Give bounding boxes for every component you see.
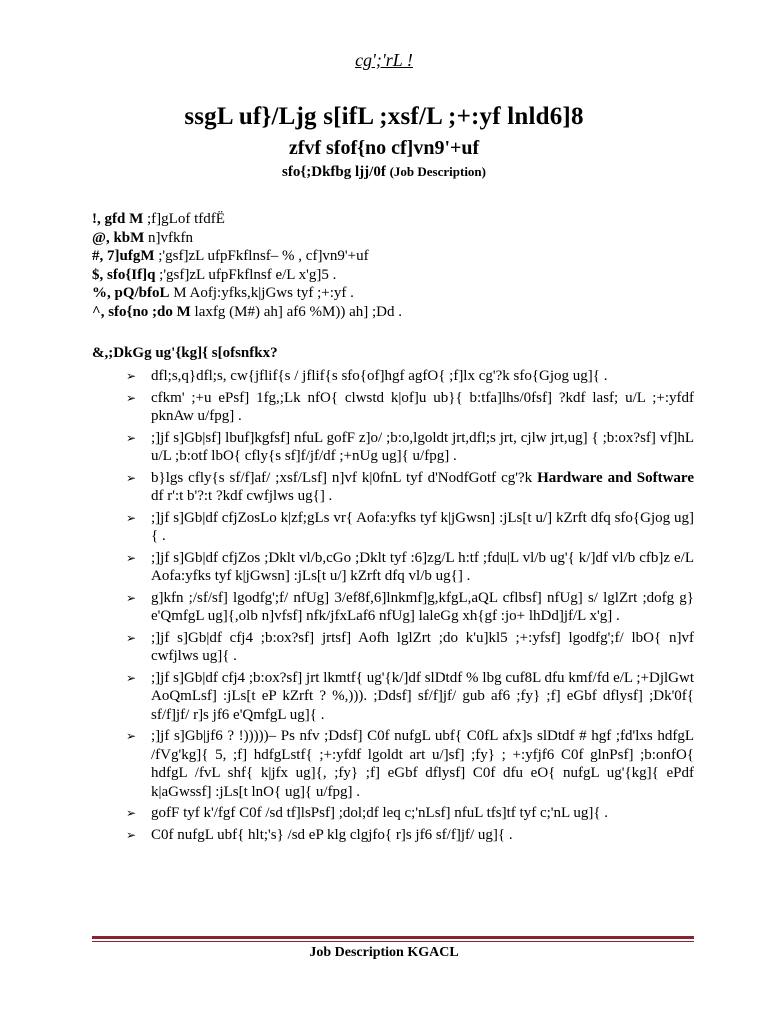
duty-text: g]kfn ;/sf/sf] lgodfg';f/ nfUg] 3/ef8f,6]lnkmf]g,kfgL,aQL cflbsf] nfUg] s/ lglZrt ;dofg g} e'QmfgL ug]{,olb n]vfsf] nfk/jfxLaf6 nfUg] laleGg xh{gf :jo+ lhDd]jf/L x'g] . bbox=[151, 589, 694, 624]
arrow-bullet-icon: ➢ bbox=[126, 729, 137, 743]
duty-text: ;]jf s]Gb|df cfj4 ;b:ox?sf] jrtsf] Aofh lglZrt ;do k'u]kl5 ;+:yfsf] lgodfg';f/ lbO{ n]vf cwfjlws ug]{ . bbox=[151, 629, 694, 664]
info-label: ^, sfo{no ;do M bbox=[92, 303, 191, 320]
list-item bbox=[124, 669, 694, 725]
info-value: ;'gsf]zL ufpFkflnsf– % , cf]vn9'+uf bbox=[154, 248, 369, 264]
info-value: laxfg (M#) ah] af6 %M)) ah] ;Dd . bbox=[190, 303, 402, 320]
arrow-bullet-icon: ➢ bbox=[126, 630, 137, 645]
duty-text: ;]jf s]Gb|df cfjZos ;Dklt vl/b,cGo ;Dklt tyf :6]zg/L h:tf ;fdu|L vl/b ug'{ k/]df vl/b cfb]z e/L Aofa:yfks tyf k|jGwsn] :jLs[t u/] kZrft dfq vl/b ug{] . bbox=[151, 549, 694, 584]
info-row bbox=[92, 229, 712, 248]
arrow-bullet-icon: ➢ bbox=[126, 510, 137, 525]
list-item bbox=[124, 826, 694, 845]
info-label: #, 7]ufgM bbox=[92, 248, 155, 264]
duty-text: dfl;s,q}dfl;s, cw{jflif{s / jflif{s sfo{of]hgf agfO{ ;f]lx cg'?k sfo{Gjog ug]{ . bbox=[151, 368, 608, 384]
duty-text: gofF tyf k'/fgf C0f /sd tf]lsPsf] ;dol;df leq c;'nLsf] nfuL tfs]tf tyf c;'nL ug]{ . bbox=[151, 805, 609, 821]
list-item bbox=[124, 804, 694, 823]
list-item bbox=[124, 429, 694, 466]
arrow-bullet-icon: ➢ bbox=[126, 827, 137, 842]
duty-bold-text: Hardware and Software bbox=[537, 469, 694, 486]
info-row bbox=[92, 303, 712, 322]
duty-text-rest: df r':t b'?:t ?kdf cwfjlws ug{] . bbox=[151, 488, 333, 504]
duty-text: cfkm' ;+u ePsf] 1fg,;Lk nfO{ clwstd k|of]u ub}{ b:tfa]lhs/0fsf] ?kdf lasf; u/L ;+:yfdf pknAw u/fpg] . bbox=[151, 389, 694, 424]
arrow-bullet-icon: ➢ bbox=[126, 670, 137, 685]
list-item bbox=[124, 509, 694, 546]
arrow-bullet-icon: ➢ bbox=[126, 369, 137, 383]
info-row bbox=[92, 247, 712, 266]
header-link[interactable]: cg';'rL ! bbox=[355, 50, 413, 70]
list-item bbox=[124, 389, 694, 426]
info-label: @, kbM bbox=[92, 229, 145, 246]
duty-text: C0f nufgL ubf{ hlt;'s} /sd eP klg clgjfo{ r]s jf6 sf/f]jf/ ug]{ . bbox=[151, 826, 513, 843]
info-row bbox=[92, 266, 712, 285]
document-subtitle-2 bbox=[0, 164, 768, 181]
footer-divider bbox=[92, 936, 694, 939]
list-item bbox=[124, 629, 694, 666]
subtitle-2-paren: (Job Description) bbox=[389, 164, 486, 179]
footer-divider-thin bbox=[92, 941, 694, 942]
list-item bbox=[124, 727, 694, 801]
duty-text: ;]jf s]Gb|df cfj4 ;b:ox?sf] jrt lkmtf{ ug'{k/]df slDtdf % lbg cuf8L dfu kmf/fd e/L ;+DjlGwt AoQmLsf] :jLs[t eP kZrft ? %,))). ;Ddsf] sf/f]jf/ gub af6 ;fy} ;f] eGbf dflysf] ;Dk'0f{ sf/f]jf/ r]s jf6 e'QmfgL ug]{ . bbox=[151, 669, 694, 723]
duty-text: ;]jf s]Gb|sf] lbuf]kgfsf] nfuL gofF z]o/ ;b:o,lgoldt jrt,dfl;s jrt, cjlw jrt,ug] { ;b:ox?sf] vf]hL u/L ;b:otf lbO{ cfly{s sf]f/jf/df ;+nUg ug]{ u/fpg] . bbox=[151, 429, 694, 464]
list-item bbox=[124, 469, 694, 506]
info-label: %, pQ/bfoL bbox=[92, 285, 170, 301]
info-value: ;f]gLof tfdfË bbox=[143, 211, 225, 227]
info-row bbox=[92, 210, 712, 229]
duties-heading: &,;DkGg ug'{kg]{ s[ofsnfkx? bbox=[92, 345, 278, 361]
list-item bbox=[124, 589, 694, 626]
duty-text: b}lgs cfly{s sf/f]af/ ;xsf/Lsf] n]vf k|0fnL tyf d'NodfGotf cg'?k bbox=[151, 469, 538, 486]
duty-text: ;]jf s]Gb|df cfjZosLo k|zf;gLs vr{ Aofa:yfks tyf k|jGwsn] :jLs[t u/] kZrft dfq sfo{Gjog ug]{ . bbox=[151, 509, 694, 544]
page-footer: Job Description KGACL bbox=[309, 945, 459, 960]
info-label: !, gfd M bbox=[92, 211, 144, 227]
info-value: ;'gsf]zL ufpFkflnsf e/L x'g]5 . bbox=[155, 266, 337, 283]
document-subtitle: zfvf sfof{no cf]vn9'+uf bbox=[288, 137, 480, 159]
arrow-bullet-icon: ➢ bbox=[126, 550, 137, 565]
info-block bbox=[92, 210, 712, 321]
arrow-bullet-icon: ➢ bbox=[126, 430, 137, 445]
duties-list bbox=[124, 367, 694, 847]
arrow-bullet-icon: ➢ bbox=[126, 806, 137, 820]
arrow-bullet-icon: ➢ bbox=[126, 470, 137, 485]
list-item bbox=[124, 367, 694, 386]
arrow-bullet-icon: ➢ bbox=[126, 390, 137, 405]
duty-text: ;]jf s]Gb|jf6 ? !)))))– Ps nfv ;Ddsf] C0f nufgL ubf{ C0fL afx]s slDtdf # hgf ;fd'lxs hdfgL /fVg'kg]{ 5, ;f] hdfgLstf{ ;+:yfdf lgoldt art u/]sf] ;fy} ; +:yfjf6 C0f glnPsf] ;b:onfO{ hdfgL /fvL shf{ k|jfx ug]{, ;fy} ;f] eGbf dflysf] C0f dfu eO{ nufgL ug'{kg]{ ePdf k|aGwssf] :jLs[t lnO{ ug]{ u/fpg] . bbox=[151, 728, 694, 800]
arrow-bullet-icon: ➢ bbox=[126, 590, 137, 605]
info-label: $, sfo{If]q bbox=[92, 266, 156, 283]
list-item bbox=[124, 549, 694, 586]
document-title: ssgL uf}/Ljg s[ifL ;xsf/L ;+:yf lnld6]8 bbox=[184, 103, 584, 130]
subtitle-2-main: sfo{;Dkfbg ljj/0f bbox=[282, 164, 386, 180]
info-value: n]vfkfn bbox=[144, 229, 194, 246]
info-value: M Aofj:yfks,k|jGws tyf ;+:yf . bbox=[169, 285, 354, 301]
info-row bbox=[92, 284, 712, 303]
